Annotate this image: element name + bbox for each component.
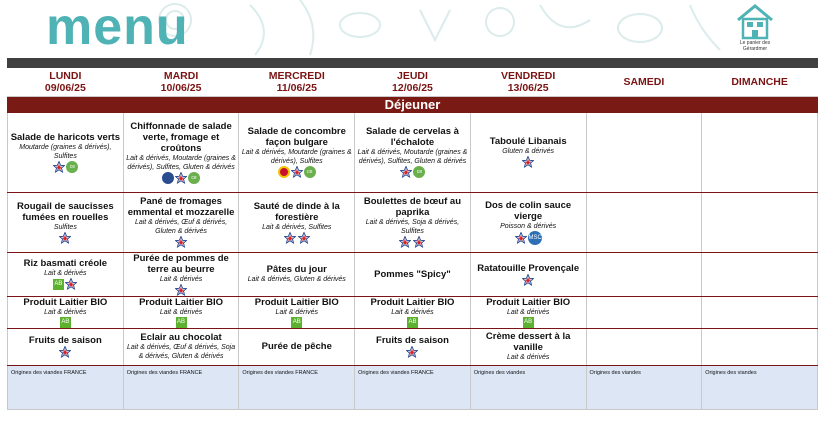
label-badges (174, 284, 188, 296)
page-title: menu (46, 0, 189, 56)
menu-cell (470, 192, 586, 252)
dish-name: Salade de cervelas à l'échalote (365, 126, 459, 148)
days-header-row (8, 68, 818, 96)
origins-row (8, 365, 818, 409)
label-badges (58, 346, 72, 358)
bio-label-icon: AB (523, 317, 534, 328)
origin-cell: Origines des viandes (702, 365, 818, 409)
label-badges (174, 236, 188, 248)
origin-cell: Origines des viandes (470, 365, 586, 409)
aop-label-icon (278, 166, 290, 178)
allergen-list: Lait & dérivés (275, 308, 318, 316)
day-name: VENDREDI (501, 69, 556, 82)
dish-name: Produit Laitier BIO (23, 296, 108, 308)
star-label-icon (291, 166, 303, 178)
label-badges (291, 317, 302, 328)
day-header-cell (8, 68, 124, 96)
menu-cell (586, 328, 702, 365)
dish-name: Salade de haricots verts (10, 131, 120, 143)
day-date: 12/06/25 (392, 81, 433, 94)
menu-cell (586, 252, 702, 296)
allergen-list: Lait & dérivés, Œuf & dérivés, Soja & dérivés, Gluten & dérivés (126, 344, 236, 360)
label-badges (523, 317, 534, 328)
allergen-list: Sulfites (53, 223, 77, 231)
dish-name: Crème dessert à la vanille (485, 331, 571, 353)
allergen-list: Lait & dérivés, Moutarde (graines & dérivés), Sulfites, Gluten & dérivés (126, 154, 236, 171)
label-badges (521, 156, 535, 168)
label-badges (514, 231, 542, 245)
star-label-icon (284, 232, 296, 244)
allergen-list: Lait & dérivés, Sulfites (262, 223, 332, 231)
star-label-icon (399, 236, 411, 248)
dish-name: Dos de colin sauce vierge (485, 199, 572, 222)
menu-cell (470, 328, 586, 365)
menu-cell (702, 192, 818, 252)
star-label-icon (53, 161, 65, 173)
green-label-icon: ce (188, 172, 200, 184)
menu-cell (123, 328, 239, 365)
day-header-cell (586, 68, 702, 96)
label-badges (58, 232, 72, 244)
day-name: MERCREDI (268, 69, 325, 82)
menu-cell (239, 296, 355, 328)
origin-cell: Origines des viandes FRANCE (239, 365, 355, 409)
star-label-icon (175, 236, 187, 248)
allergen-list: Lait & dérivés, Soja & dérivés, Sulfites (365, 219, 460, 235)
label-badges (407, 317, 418, 328)
menu-cell (470, 252, 586, 296)
menu-cell (123, 296, 239, 328)
menu-cell (123, 252, 239, 296)
allergen-list: Lait & dérivés (506, 354, 550, 361)
allergen-list: Lait & dérivés (159, 308, 203, 316)
menu-cell (702, 252, 818, 296)
green-label-icon: ce (66, 161, 78, 173)
house-logo-icon (730, 2, 780, 40)
label-badges (521, 274, 535, 286)
dish-name: Fruits de saison (28, 335, 102, 346)
label-badges (283, 232, 311, 244)
origin-cell: Origines des viandes (586, 365, 702, 409)
header-illustration (0, 0, 820, 58)
menu-cell (702, 296, 818, 328)
dish-name: Sauté de dinde à la forestière (253, 200, 340, 223)
label-badges (60, 317, 71, 328)
star-label-icon (175, 284, 187, 296)
day-header-cell (239, 68, 355, 96)
allergen-list: Lait & dérivés (159, 275, 203, 283)
dish-name: Purée de pommes de terre au beurre (133, 252, 229, 275)
menu-table (7, 68, 818, 410)
menu-cell (8, 296, 124, 328)
day-header-cell (123, 68, 239, 96)
star-label-icon (65, 278, 77, 290)
bio-label-icon: AB (53, 279, 64, 290)
bio-label-icon: AB (407, 317, 418, 328)
allergen-list: Gluten & dérivés (502, 148, 555, 155)
menu-cell (8, 252, 124, 296)
msc-label-icon: MSC (528, 231, 542, 245)
green-label-icon: ce (413, 166, 425, 178)
menu-cell (586, 192, 702, 252)
menu-cell (355, 192, 471, 252)
menu-cell (702, 328, 818, 365)
menu-cell (355, 112, 471, 192)
logo (730, 2, 780, 54)
menu-cell (239, 252, 355, 296)
dish-name: Boulettes de bœuf au paprika (363, 196, 462, 218)
dish-name: Eclair au chocolat (140, 332, 222, 343)
label-badges (176, 317, 187, 328)
dish-name: Riz basmati créole (23, 258, 108, 269)
menu-cell (355, 252, 471, 296)
menu-cell (470, 112, 586, 192)
day-header-cell (470, 68, 586, 96)
dish-name: Rougail de saucisses fumées en rouelles (17, 200, 114, 223)
day-name: MARDI (163, 69, 199, 82)
star-label-icon (59, 232, 71, 244)
menu-cell (123, 112, 239, 192)
day-name: LUNDI (49, 69, 82, 82)
label-badges (162, 172, 200, 184)
menu-cell (123, 192, 239, 252)
dish-name: Pané de fromages emmental et mozzarelle (127, 196, 235, 218)
allergen-list: Poisson & dérivés (500, 222, 557, 230)
star-label-icon (515, 232, 527, 244)
day-date: 09/06/25 (44, 81, 86, 94)
green-label-icon: ce (304, 166, 316, 178)
dish-name: Produit Laitier BIO (139, 296, 224, 308)
bio-label-icon: AB (176, 317, 187, 328)
star-label-icon (59, 346, 71, 358)
day-date: 10/06/25 (160, 81, 202, 94)
course-row (8, 328, 818, 365)
blue-label-icon (162, 172, 174, 184)
dish-name: Purée de pêche (261, 341, 332, 352)
allergen-list: Lait & dérivés, Gluten & dérivés (247, 276, 346, 283)
logo-caption: Le panier des Gérardmer (739, 40, 771, 52)
bio-label-icon: AB (60, 317, 71, 328)
dish-name: Ratatouille Provençale (477, 262, 580, 274)
label-badges (399, 166, 425, 178)
dish-name: Taboulé Libanais (489, 136, 567, 147)
origin-cell: Origines des viandes FRANCE (123, 365, 239, 409)
day-date: 11/06/25 (276, 81, 317, 94)
allergen-list: Moutarde (graines & dérivés), Sulfites (19, 143, 112, 160)
menu-cell (355, 296, 471, 328)
day-name: JEUDI (396, 69, 428, 82)
menu-cell (586, 296, 702, 328)
label-badges (405, 346, 419, 358)
origin-cell: Origines des viandes FRANCE (355, 365, 471, 409)
star-label-icon (400, 166, 412, 178)
day-header-cell (355, 68, 471, 96)
dish-name: Fruits de saison (376, 335, 449, 346)
label-badges (398, 236, 426, 248)
label-badges (53, 278, 78, 290)
course-row (8, 192, 818, 252)
star-label-icon (522, 156, 534, 168)
dish-name: Chiffonnade de salade verte, fromage et croûtons (130, 120, 232, 154)
dish-name: Pâtes du jour (266, 264, 327, 275)
meal-header-row (8, 96, 818, 112)
allergen-list: Lait & dérivés (44, 270, 87, 277)
menu-cell (355, 328, 471, 365)
day-header-cell (702, 68, 818, 96)
menu-cell (8, 328, 124, 365)
label-badges (52, 161, 78, 173)
star-label-icon (522, 274, 534, 286)
star-label-icon (413, 236, 425, 248)
star-label-icon (298, 232, 310, 244)
allergen-list: Lait & dérivés, Œuf & dérivés, Gluten & dérivés (134, 219, 228, 235)
allergen-list: Lait & dérivés (44, 308, 87, 316)
day-date: 13/06/25 (507, 81, 549, 94)
menu-cell (586, 112, 702, 192)
menu-cell (8, 192, 124, 252)
day-name: DIMANCHE (731, 75, 788, 88)
dish-name: Produit Laitier BIO (254, 296, 339, 308)
course-row (8, 252, 818, 296)
allergen-list: Lait & dérivés, Moutarde (graines & dérivés), Sulfites (241, 149, 352, 165)
dish-name: Produit Laitier BIO (486, 296, 571, 308)
header-divider (7, 58, 818, 68)
menu-cell (8, 112, 124, 192)
menu-cell (239, 112, 355, 192)
day-name: SAMEDI (623, 75, 665, 88)
menu-cell (239, 328, 355, 365)
course-row (8, 112, 818, 192)
menu-cell (470, 296, 586, 328)
dish-name: Salade de concombre façon bulgare (247, 126, 346, 148)
bio-label-icon: AB (291, 317, 302, 328)
meal-label: Déjeuner (8, 96, 818, 112)
origin-cell: Origines des viandes FRANCE (8, 365, 124, 409)
star-label-icon (175, 172, 187, 184)
menu-cell (239, 192, 355, 252)
allergen-list: Lait & dérivés, Moutarde (graines & dérivés), Sulfites, Gluten & dérivés (357, 149, 468, 165)
menu-cell (702, 112, 818, 192)
allergen-list: Lait & dérivés (391, 308, 434, 316)
allergen-list: Lait & dérivés (506, 308, 550, 316)
label-badges (278, 166, 316, 178)
course-row (8, 296, 818, 328)
dish-name: Pommes "Spicy" (374, 268, 451, 280)
dish-name: Produit Laitier BIO (370, 296, 455, 308)
star-label-icon (406, 346, 418, 358)
